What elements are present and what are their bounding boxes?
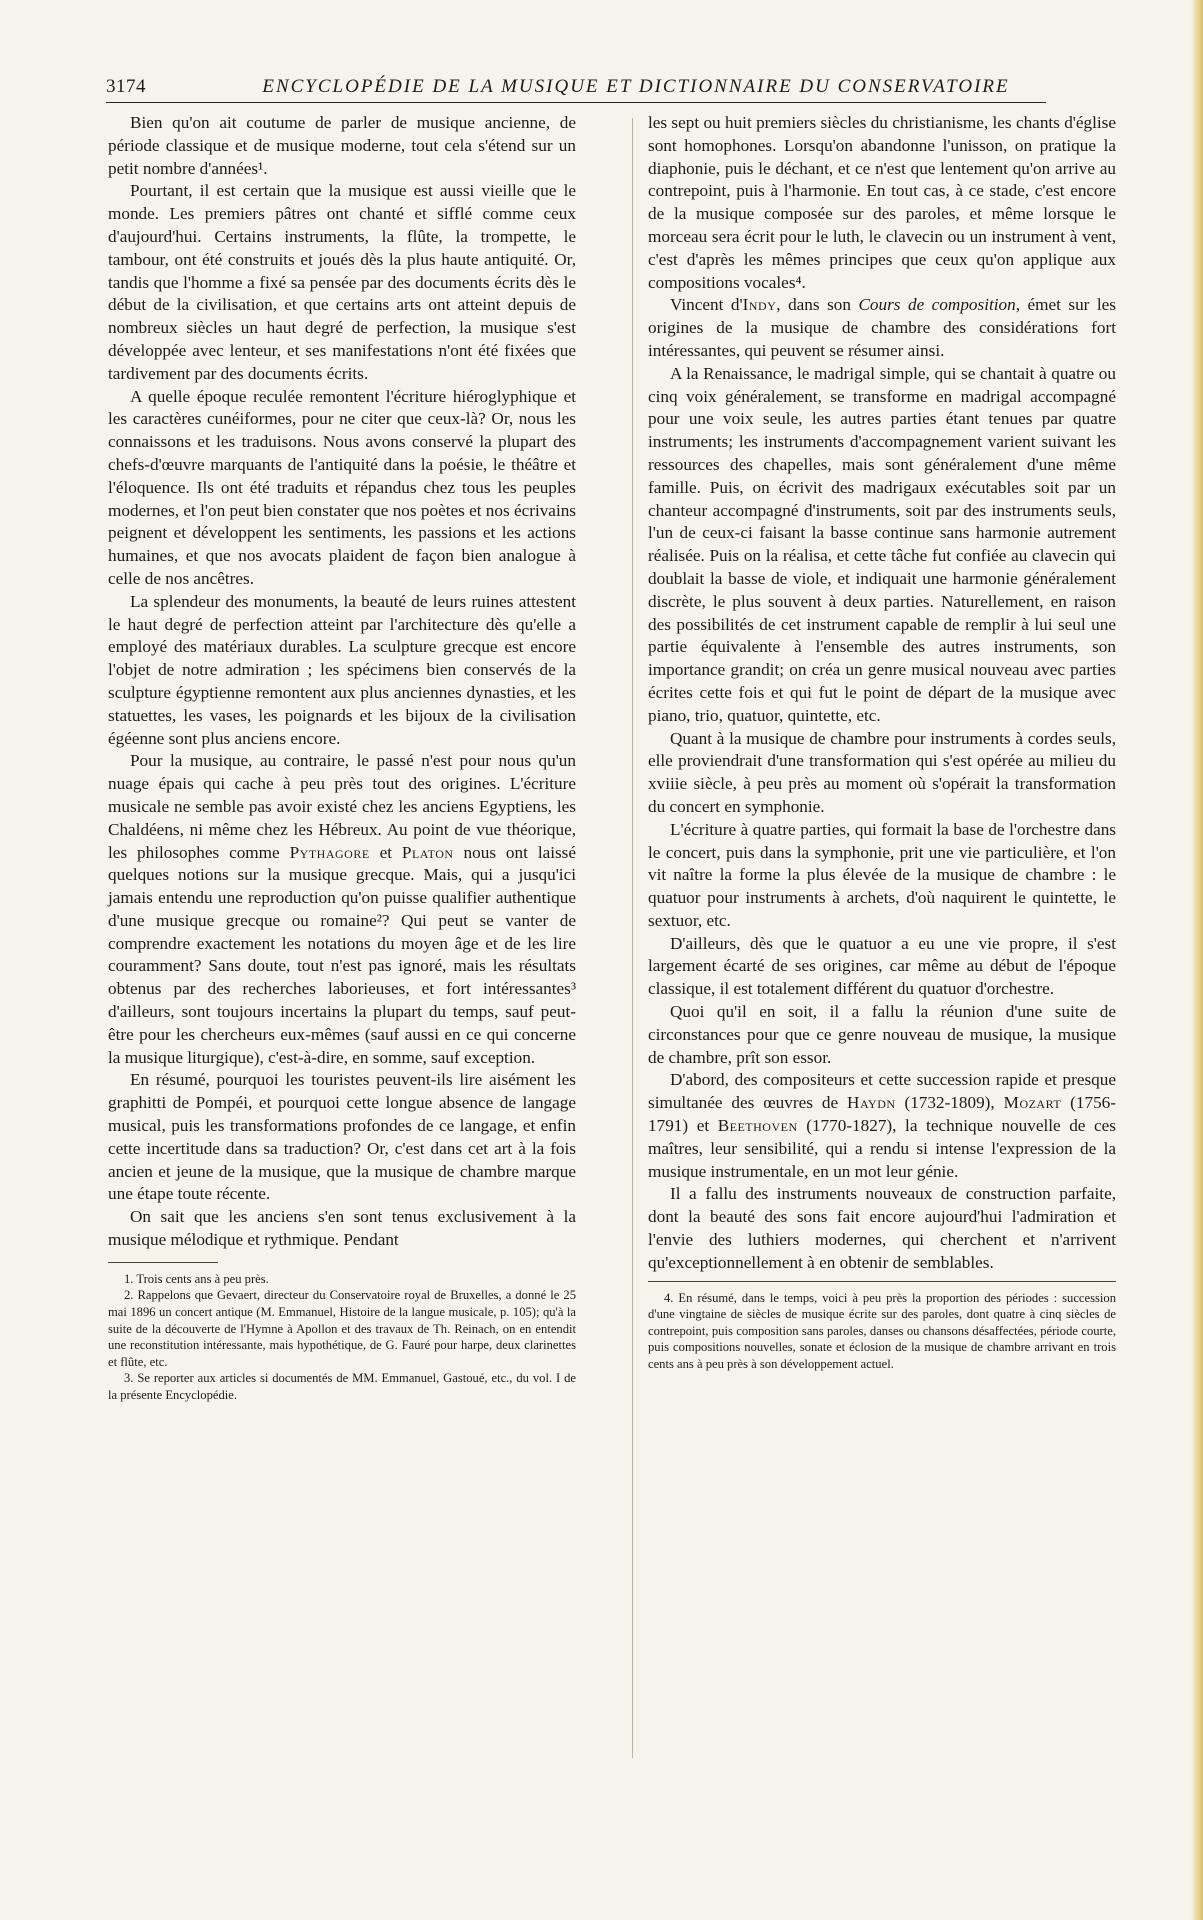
paragraph: Quoi qu'il en soit, il a fallu la réunion d'une suite de circonstances pour que ce genre nouveau de musique, la musique de chambre, prît son essor. <box>648 1002 1116 1067</box>
spacer <box>454 843 464 862</box>
paragraph <box>648 1069 1116 1183</box>
paragraph: Il a fallu des instruments nouveaux de construction parfaite, dont la beauté des sons fait encore aujourd'hui l'admiration et l'envie des luthiers modernes, qui cherchent et n'arrivent qu'exceptionnellement à en obtenir de semblables. <box>648 1184 1116 1272</box>
footnote-rule <box>108 1262 218 1263</box>
name-indy: Indy <box>742 295 777 315</box>
name-pythagore: Pythagore <box>289 842 370 862</box>
running-title: ENCYCLOPÉDIE DE LA MUSIQUE ET DICTIONNAIRE DU CONSERVATOIRE <box>262 76 1010 97</box>
right-column <box>648 112 1116 1373</box>
footnote: 2. Rappelons que Gevaert, directeur du Conservatoire royal de Bruxelles, a donné le 25 mai 1896 un concert antique (M. Emmanuel, Histoire de la langue musicale, p. 105); qu'à la suite de la découverte de l'Hymne à Apollon et des travaux de Th. Reinach, on en entendit une reconstitution intéressante, mais hypothétique, de G. Fauré pour harpe, deux clarinettes et flûte, etc. <box>108 1288 576 1369</box>
footnotes <box>648 1281 1116 1373</box>
paragraph: Quant à la musique de chambre pour instruments à cordes seuls, elle proviendrait d'une transformation qui s'est opérée au milieu du xviiie siècle, à peu près au moment où s'opérait la transformation du concert en symphonie. <box>648 728 1116 816</box>
footnotes <box>108 1271 576 1404</box>
paragraph: D'ailleurs, dès que le quatuor a eu une vie propre, il s'est largement écarté de ses origines, car même au début de l'époque classique, il est totalement différent du quatuor d'orchestre. <box>648 933 1116 999</box>
footnote: 3. Se reporter aux articles si documentés de MM. Emmanuel, Gastoué, etc., du vol. I de la présente Encyclopédie. <box>108 1371 576 1402</box>
book-title: Cours de composition <box>858 295 1016 315</box>
paragraph: A la Renaissance, le madrigal simple, qui se chantait à quatre ou cinq voix généralement, se transforme en madrigal accompagné pour une voix seule, les autres parties étant tenues par quatre instruments; les instruments d'accompagnement varient suivant les ressources des chapelles, mais sont généralement d'une même famille. Puis, on écrivit des madrigaux exécutables soit par un chanteur accompagné d'instruments, soit par des instruments seuls, l'un de ceux-ci faisant la basse continue sans harmonie autrement réalisée. Puis on la réalisa, et cette tâche fut confiée au clavecin qui doublait la basse de viole, et indiquait une harmonie généralement discrète, le plus souvent à deux parties. Naturellement, en raison des possibilités de cet instrument capable de remplir à lui seul une partie équivalente à l'ensemble des autres instruments, son importance grandit; on créa un genre musical nouveau avec parties écrites cette fois et qui fut le point de départ de la musique avec piano, trio, quatuor, quintette, etc. <box>648 363 1116 725</box>
column-divider <box>632 118 633 1758</box>
spacer <box>280 843 290 862</box>
left-column <box>108 112 576 1404</box>
dates: (1756-1791) et <box>648 1093 1116 1136</box>
name-haydn: Haydn <box>847 1093 896 1113</box>
paragraph: On sait que les anciens s'en sont tenus exclusivement à la musique mélodique et rythmique. Pendant <box>108 1207 576 1250</box>
paragraph: La splendeur des monuments, la beauté de leurs ruines attestent le haut degré de perfection atteint par l'architecture dès qu'elle a employé des matériaux durables. La sculpture grecque est encore l'objet de notre admiration ; les spécimens bien conservés de la sculpture égyptienne remontent aux plus anciennes dynasties, et les statuettes, les vases, les poignards et les bijoux de la civilisation égéenne sont plus anciens encore. <box>108 591 576 748</box>
paragraph-text: nous ont laissé quelques notions sur la musique grecque. Mais, qui a jusqu'ici jamais entendu une reproduction qu'on puisse qualifier authentique d'une musique grecque ou romaine²? Qui peut se vanter de comprendre exactement les notations du moyen âge et de les lire couramment? Sans doute, tout n'est pas ignoré, mais les résultats obtenus par des recherches laborieuses, et fort intéressantes³ d'ailleurs, sont toujours incertains la plupart du temps, sauf peut-être pour les chercheurs eux-mêmes (sauf aussi en ce qui concerne la musique liturgique), c'est-à-dire, en somme, sauf exception. <box>108 842 577 1067</box>
paragraph-text: Vincent d' <box>670 295 743 315</box>
footnote: 4. En résumé, dans le temps, voici à peu près la proportion des périodes : succession d'une vingtaine de siècles de musique écrite sur des paroles, dont quatre à cinq siècles de contrepoint, puis composition sans paroles, danses ou chansons désaffectées, période courte, puis compositions nouvelles, sonate et éclosion de la musique de chambre arrivant en trois cents ans à peu près à son développement actuel. <box>648 1290 1116 1372</box>
name-platon: Platon <box>401 842 454 862</box>
dates: (1732-1809), <box>904 1093 1004 1113</box>
page-number: 3174 <box>106 76 146 97</box>
footnote: 1. Trois cents ans à peu près. <box>124 1271 269 1286</box>
page-header <box>106 76 1046 103</box>
name-beethoven: Beethoven <box>717 1116 798 1136</box>
paragraph-text: , émet sur les origines de la musique de chambre des considérations fort intéressantes, qui peuvent se résumer ainsi. <box>648 295 1116 360</box>
paragraph <box>108 750 576 1069</box>
paragraph-text: (1770-1827), la technique nouvelle de ces maîtres, leur sensibilité, qui a rendu si intense l'expression de la musique instrumentale, en un mot leur génie. <box>648 1116 1116 1181</box>
paragraph-text: D'abord, des compositeurs et cette succession rapide et presque simultanée des œuvres de <box>648 1070 1116 1113</box>
paragraph <box>648 294 1116 362</box>
paragraph: Bien qu'on ait coutume de parler de musique ancienne, de période classique et de musique moderne, tout cela s'étend sur un petit nombre d'années¹. <box>108 113 576 178</box>
page-edge <box>1191 0 1203 1920</box>
paragraph-text: , dans son <box>776 295 859 315</box>
paragraph: A quelle époque reculée remontent l'écriture hiéroglyphique et les caractères cunéiformes, pour ne citer que ceux-là? Or, nous les connaissons et les traduisons. Nous avons conservé la plupart des chefs-d'œuvre marquants de l'antiquité dans la poésie, le théâtre et l'éloquence. Ils ont été traduits et répandus chez tous les peuples modernes, et l'on peut bien constater que nos poètes et nos écrivains peignent et développent les sentiments, les passions et les actions humaines, et que nos avocats plaident de façon bien analogue à celle de nos ancêtres. <box>108 386 576 588</box>
name-mozart: Mozart <box>1003 1093 1062 1113</box>
paragraph: En résumé, pourquoi les touristes peuvent-ils lire aisément les graphitti de Pompéi, et pourquoi cette longue absence de langage musical, puis les transformations profondes de ce langage, et enfin cette incertitude dans sa traduction? Or, c'est dans cet art à la fois ancien et jeune de la musique, que la musique de chambre marque une étape toute récente. <box>108 1070 576 1204</box>
paragraph: L'écriture à quatre parties, qui formait la base de l'orchestre dans le concert, puis dans la symphonie, prit une vie particulière, et l'on vit naître la forme la plus élevée de la musique de chambre : le quatuor pour instruments à archets, d'où naquirent le quintette, le sextuor, etc. <box>648 819 1116 930</box>
paragraph: les sept ou huit premiers siècles du christianisme, les chants d'église sont homophones. Lorsqu'on abandonne l'unisson, on pratique la diaphonie, puis le déchant, et ce n'est que lentement qu'on arrive au contrepoint, puis à l'harmonie. En tout cas, à ce stade, c'est encore de la musique composée sur des paroles, et même lorsque le morceau sera écrit pour le luth, le clavecin ou un instrument à vent, c'est d'après les mêmes principes que ceux qu'on applique aux compositions vocales⁴. <box>648 113 1116 292</box>
conjunction: et <box>369 842 402 862</box>
paragraph-text: Pour la musique, au contraire, le passé n'est pour nous qu'un nuage épais qui cache à peu près tout des origines. L'écriture musicale ne semble pas avoir existé chez les anciens Egyptiens, les Chaldéens, ni même chez les Hébreux. Au point de vue théorique, les philosophes comme <box>108 751 576 862</box>
paragraph: Pourtant, il est certain que la musique est aussi vieille que le monde. Les premiers pâtres ont chanté et sifflé comme ceux d'aujourd'hui. Certains instruments, la flûte, la trompette, le tambour, ont été construits et joués dès la plus haute antiquité. Or, tandis que l'homme a fixé sa pensée par des documents écrits dès le début de la civilisation, et que certains arts ont atteint depuis de nombreux siècles un haut degré de perfection, la musique s'est développée avec lenteur, et ses manifestations n'ont été fixées que tardivement par des documents écrits. <box>108 181 576 383</box>
